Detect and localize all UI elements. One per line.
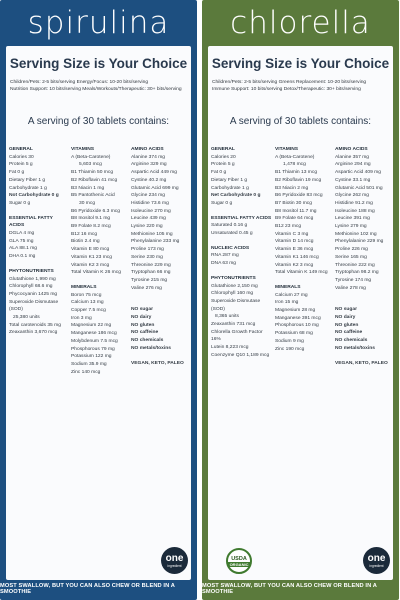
nutrient-line: Phosphorous 10 mg: [275, 323, 319, 329]
nutrient-line: Fat 0 g: [211, 170, 227, 176]
nutrient-line: Phenylalanine 229 mg: [335, 239, 384, 245]
chlorella-column-3: [335, 146, 393, 367]
nutrient-line: Lysine 220 mg: [131, 224, 163, 230]
general-heading: GENERAL: [211, 147, 235, 152]
nutrient-line: B3 Niacin 2 mg: [275, 185, 309, 191]
no-line: NO sugar: [131, 307, 154, 313]
nutrient-line: B1 Thiamin 50 mcg: [71, 170, 114, 176]
minerals-heading: MINERALS: [71, 284, 97, 290]
nucleic-acids-heading: NUCLEIC ACIDS: [211, 245, 250, 251]
nutrient-line: Glutathione 2,150 mg: [211, 283, 258, 289]
nutrient-line: B9 Folate 64 mcg: [275, 216, 314, 222]
no-line: NO gluten: [131, 322, 155, 328]
minerals-heading: MINERALS: [275, 284, 301, 290]
nutrient-line: Vitamin K1 146 mcg: [275, 254, 319, 260]
nutrient-line: Molybdenum 7.5 mcg: [71, 338, 118, 344]
chlorella-brand-title: chlorella: [230, 5, 371, 41]
nutrient-line: Phenylalanine 233 mg: [131, 239, 180, 245]
serving-guide-line-1: Children/Pets: 2-5 bits/serving Greens Replacement: 10-20 bits/serving: [212, 80, 367, 85]
nutrient-line: Potassium 68 mg: [275, 331, 313, 337]
nutrient-line: Aspartic Acid 449 mg: [131, 170, 177, 176]
nutrient-line: Manganese 186 mcg: [71, 331, 117, 337]
nutrient-line: Not Carbohydrate 0 g: [9, 193, 59, 199]
nutrient-line: Vitamin K1 23 mcg: [71, 254, 112, 260]
usda-text: USDA: [231, 555, 247, 562]
vitamins-heading: VITAMINS: [275, 147, 299, 152]
amino-acids-heading: AMINO ACIDS: [131, 147, 164, 152]
nutrient-line: Calcium 13 mg: [71, 300, 104, 306]
nutrient-line: Proline 173 mg: [131, 247, 164, 253]
nutrient-line: Boron 75 mcg: [71, 292, 102, 298]
nutrient-line: 25,380 units: [13, 315, 40, 321]
nutrient-line: Threonine 229 mg: [131, 262, 171, 268]
nutrient-line: GLA 75 mg: [9, 238, 34, 244]
nutrient-line: Sodium 9 mg: [275, 338, 304, 344]
amino-acids-heading: AMINO ACIDS: [335, 147, 368, 152]
nutrient-line: B8 Inositol 9.1 mg: [71, 216, 111, 222]
nutrient-line: Glutamic Acid 501 mg: [335, 185, 383, 191]
nutrient-line: Valine 276 mg: [131, 285, 162, 291]
nutrient-line: Sodium 35.9 mg: [71, 361, 107, 367]
one-ingredient-logo: [363, 547, 390, 574]
vitamins-heading: VITAMINS: [71, 147, 95, 152]
nutrient-line: Vitamin E 36 mcg: [275, 247, 314, 253]
no-line: NO chemicals: [335, 338, 368, 344]
nutrient-line: A (Beta-Carotene): [71, 154, 111, 160]
nutrient-line: B2 Riboflavin 41 mcg: [71, 177, 118, 183]
nutrient-line: Isoleucine 188 mg: [335, 208, 375, 214]
nutrient-line: Serine 165 mg: [335, 254, 367, 260]
nutrient-line: Saturated 0.16 g: [211, 223, 248, 229]
nutrient-line: Cystine 40.2 mg: [131, 177, 167, 183]
nutrient-line: Calories 30: [9, 154, 34, 160]
chlorella-nutrition-card: [208, 46, 393, 580]
nutrient-line: DHA 0.1 mg: [9, 254, 36, 260]
nutrient-line: B5 Pantothenic Acid: [71, 193, 115, 199]
nutrient-line: B8 Inositol 11.7 mg: [275, 208, 317, 214]
nutrient-line: Tyrosine 174 mg: [335, 277, 372, 283]
nutrient-line: Glutathione 1,990 mg: [9, 276, 56, 282]
serving-30-heading: A serving of 30 tablets contains:: [27, 116, 170, 127]
nutrient-line: B6 Pyridoxide 83 mcg: [275, 193, 323, 199]
diet-label: VEGAN, KETO, PALEO: [335, 360, 388, 366]
efa-heading: ESSENTIAL FATTY ACIDS: [9, 215, 53, 229]
spirulina-brand-title: spirulina: [27, 5, 170, 41]
nutrient-line: Dietary Fiber 1 g: [9, 177, 46, 183]
nutrient-line: Vitamin C 3 mg: [275, 231, 309, 237]
nutrient-line: Zinc 140 mcg: [71, 369, 101, 375]
nutrient-line: B3 Niacin 1 mg: [71, 185, 105, 191]
nutrient-line: Tyrosine 215 mg: [131, 277, 168, 283]
nutrient-line: Lysine 279 mg: [335, 224, 367, 230]
nutrient-line: Vitamin E 80 mcg: [71, 247, 110, 253]
usda-organic-seal-icon: [226, 548, 252, 574]
spirulina-column-3: [131, 146, 191, 367]
nutrient-line: Fat 0 g: [9, 170, 25, 176]
serving-30-heading: A serving of 30 tablets contains:: [229, 116, 372, 127]
nutrient-line: Glycine 262 mg: [335, 193, 369, 199]
nutrient-line: Manganese 391 mcg: [275, 315, 321, 321]
nutrient-line: B2 Riboflavin 19 mcg: [275, 177, 322, 183]
chlorella-footer: MOST SWALLOW, BUT YOU CAN ALSO CHEW OR BLEND IN A SMOOTHIE: [202, 583, 377, 595]
nutrient-line: Sugar 0 g: [9, 200, 31, 206]
nutrient-line: Leucine 439 mg: [131, 216, 166, 222]
nutrient-line: Potassium 122 mg: [71, 354, 112, 360]
nutrient-line: Vitamin D 14 mcg: [275, 239, 314, 245]
nutrient-line: 1,478 mcg: [283, 162, 306, 168]
nutrient-line: Proline 226 mg: [335, 247, 368, 253]
logo-text-one: one: [165, 552, 184, 564]
serving-guide-line-1: Children/Pets: 2-5 bits/serving Energy/Focus: 10-20 bits/serving: [10, 80, 149, 85]
nutrient-line: Superoxide Dismutase (SOD): [211, 298, 261, 312]
nutrient-line: Histidine 91.2 mg: [335, 200, 373, 206]
nutrient-line: Coenzyme Q10 1,189 mcg: [211, 352, 270, 358]
no-line: NO caffeine: [131, 330, 159, 336]
nutrient-line: Unsaturated 0.45 g: [211, 231, 253, 237]
logo-text-ingredient: ingredient: [369, 563, 384, 568]
nutrient-line: Chlorophyll 160 mg: [211, 291, 254, 297]
nutrient-line: Valine 278 mg: [335, 285, 366, 291]
nutrient-line: Histidine 73.6 mg: [131, 200, 169, 206]
spirulina-footer: MOST SWALLOW, BUT YOU CAN ALSO CHEW OR BLEND IN A SMOOTHIE: [0, 583, 175, 595]
nutrient-line: Tryptophan 98.2 mg: [335, 270, 379, 276]
nutrient-line: Methionine 102 mg: [335, 231, 377, 237]
nutrient-line: Magnesium 22 mg: [71, 323, 112, 329]
no-line: NO metals/toxins: [335, 345, 375, 351]
nutrient-line: Total Vitamin K 149 mcg: [275, 270, 328, 276]
nutrient-line: Lutein 8,223 mcg: [211, 345, 249, 351]
nutrient-line: Chlorophyll 68.6 mg: [9, 284, 53, 290]
logo-text-ingredient: ingredient: [167, 563, 182, 568]
nutrient-line: Isoleucine 270 mg: [131, 208, 171, 214]
no-line: NO chemicals: [131, 338, 164, 344]
nutrient-line: B12 23 mcg: [275, 224, 302, 230]
nutrient-line: Glycine 234 mg: [131, 193, 165, 199]
nutrient-line: Magnesium 28 mg: [275, 308, 316, 314]
nutrient-line: Alanine 374 mg: [131, 154, 165, 160]
nutrient-line: Threonine 222 mg: [335, 262, 375, 268]
no-line: NO metals/toxins: [131, 345, 171, 351]
nutrient-line: Iron 15 mg: [275, 300, 299, 306]
nutrient-line: Glutamic Acid 699 mg: [131, 185, 179, 191]
efa-heading: ESSENTIAL FATTY ACIDS: [211, 215, 272, 221]
nutrient-line: ALA 88.1 mg: [9, 246, 38, 252]
nutrient-line: Dietary Fiber 1 g: [211, 177, 248, 183]
general-heading: GENERAL: [9, 147, 33, 152]
logo-text-one: one: [367, 552, 386, 564]
nutrient-line: Calories 20: [211, 154, 236, 160]
nutrient-line: Methionine 105 mg: [131, 231, 173, 237]
no-line: NO gluten: [335, 322, 359, 328]
nutrient-line: Iron 3 mg: [71, 315, 92, 321]
serving-size-title: Serving Size is Your Choice: [211, 56, 390, 71]
no-line: NO dairy: [335, 315, 356, 321]
nutrient-line: B6 Pyridoxide 6.3 mcg: [71, 208, 120, 214]
nutrient-line: Aspartic Acid 409 mg: [335, 170, 381, 176]
nutrient-line: B12 16 mcg: [71, 231, 98, 237]
diet-label: VEGAN, KETO, PALEO: [131, 360, 184, 366]
no-line: NO dairy: [131, 315, 152, 321]
organic-text: ORGANIC: [229, 561, 249, 567]
nutrient-line: 5,603 mcg: [79, 162, 102, 168]
nutrient-line: Sugar 0 g: [211, 200, 233, 206]
nutrient-line: Phosphorous 79 mg: [71, 346, 115, 352]
nutrient-line: Carbohydrate 1 g: [9, 185, 47, 191]
nutrient-line: Biotin 2.4 mg: [71, 239, 100, 245]
nutrient-line: Copper 7.5 mcg: [71, 308, 106, 314]
spirulina-column-1: [9, 146, 69, 337]
serving-guide-line-2: Immune Support: 10 bits/serving Detox/Therapeutic: 30+ bits/serving: [212, 87, 361, 92]
serving-size-title: Serving Size is Your Choice: [9, 56, 188, 71]
nutrient-line: DGLA 4 mg: [9, 231, 35, 237]
nutrient-line: B1 Thiamin 13 mcg: [275, 170, 318, 176]
nutrient-line: Arginine 329 mg: [131, 162, 167, 168]
nutrient-line: RNA 287 mg: [211, 253, 239, 259]
nutrient-line: Zinc 190 mcg: [275, 346, 305, 352]
no-line: NO sugar: [335, 307, 358, 313]
nutrient-line: Tryptophan 66 mg: [131, 270, 171, 276]
one-ingredient-logo: [161, 547, 188, 574]
chlorella-panel: [202, 0, 399, 600]
spirulina-panel: [0, 0, 197, 600]
nutrient-line: Zeaxanthin 731 mcg: [211, 322, 256, 328]
nutrient-line: Total carotenoids 35 mg: [9, 322, 61, 328]
nutrient-line: Serine 230 mg: [131, 254, 163, 260]
nutrient-line: Phycocyanin 1425 mg: [9, 291, 58, 297]
nutrient-line: B9 Folate 8.2 mcg: [71, 224, 111, 230]
nutrient-line: Protein 5 g: [211, 162, 235, 168]
nutrient-line: DNA 63 mg: [211, 261, 237, 267]
nutrient-line: Vitamin K2 3 mcg: [275, 262, 314, 268]
nutrient-line: B7 Biotin 30 mcg: [275, 200, 312, 206]
nutrient-line: Vitamin K2 3 mcg: [71, 262, 110, 268]
chlorella-column-1: [211, 146, 273, 360]
nutrient-line: Zeaxanthin 3,670 mcg: [9, 330, 58, 336]
chlorella-column-2: [275, 146, 333, 353]
nutrient-line: Cystine 33.1 mg: [335, 177, 371, 183]
nutrient-line: Carbohydrate 1 g: [211, 185, 249, 191]
nutrient-line: Calcium 27 mg: [275, 292, 308, 298]
nutrient-line: Total Vitamin K 26 mcg: [71, 270, 121, 276]
serving-guide-line-2: Nutrition Support: 10 bits/serving Meals/Workouts/Therapeutic: 30+ bits/serving: [10, 87, 182, 92]
nutrient-line: Chlorella Growth Factor 16%: [211, 329, 263, 343]
nutrient-line: Alanine 357 mg: [335, 154, 369, 160]
spirulina-nutrition-card: [6, 46, 191, 580]
nutrient-line: Leucine 391 mg: [335, 216, 370, 222]
phytonutrients-heading: PHYTONUTRIENTS: [211, 275, 256, 281]
no-line: NO caffeine: [335, 330, 363, 336]
nutrient-line: Arginine 294 mg: [335, 162, 371, 168]
phytonutrients-heading: PHYTONUTRIENTS: [9, 268, 54, 274]
nutrient-line: Superoxide Dismutase (SOD): [9, 299, 59, 313]
nutrient-line: Net Carbohydrate 0 g: [211, 193, 261, 199]
nutrient-line: A (Beta-Carotene): [275, 154, 315, 160]
nutrient-line: 30 mcg: [79, 200, 96, 206]
nutrient-line: 8,365 units: [215, 314, 239, 320]
spirulina-column-2: [71, 146, 129, 376]
nutrient-line: Protein 5 g: [9, 162, 33, 168]
